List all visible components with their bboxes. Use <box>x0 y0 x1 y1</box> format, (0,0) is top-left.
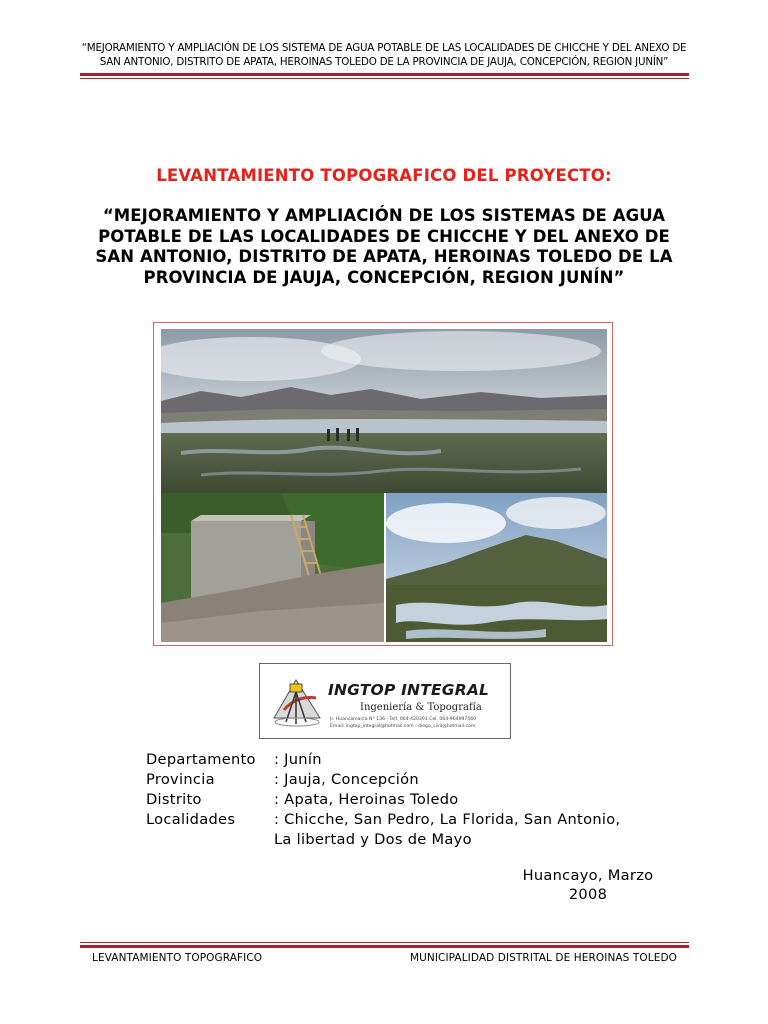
logo-subtitle: Ingeniería & Topografía <box>360 702 482 713</box>
logo-title: INGTOP INTEGRAL <box>328 681 490 699</box>
wetland-photo <box>386 493 607 642</box>
water-tank-photo <box>161 493 384 642</box>
logo-contact-line: Email: ingtop_integral@hotmail.com · diego_civil@hotmail.com <box>330 724 476 729</box>
info-value-continued: La libertad y Dos de Mayo <box>274 831 472 848</box>
place: Huancayo, Marzo <box>522 867 654 884</box>
info-value: : Jauja, Concepción <box>274 771 419 788</box>
info-label: Provincia <box>146 771 215 788</box>
info-label: Departamento <box>146 751 256 768</box>
info-value: : Chicche, San Pedro, La Florida, San Antonio, <box>274 811 621 828</box>
photo-collage <box>153 322 613 646</box>
project-label: LEVANTAMIENTO TOPOGRAFICO DEL PROYECTO: <box>156 166 612 185</box>
company-logo <box>259 663 511 739</box>
footer-right: MUNICIPALIDAD DISTRITAL DE HEROINAS TOLEDO <box>409 952 677 964</box>
info-label: Localidades <box>146 811 236 828</box>
surveyor-logo-icon <box>266 670 328 732</box>
logo-contact <box>330 716 508 730</box>
place-date <box>508 866 668 904</box>
year: 2008 <box>568 886 608 903</box>
footer-rule-thick <box>80 945 689 948</box>
lagoon-photo <box>161 329 607 493</box>
footer-left: LEVANTAMIENTO TOPOGRAFICO <box>92 952 263 964</box>
info-value: : Junín <box>274 751 322 768</box>
info-label: Distrito <box>146 791 202 808</box>
info-value: : Apata, Heroinas Toledo <box>274 791 459 808</box>
running-header: “MEJORAMIENTO Y AMPLIACIÓN DE LOS SISTEMA DE AGUA POTABLE DE LAS LOCALIDADES DE CHICCHE Y DEL ANEXO DE SAN ANTONIO, DISTRITO DE APATA, HEROINAS TOLEDO DE LA PROVINCIA DE JAUJA, CONCEPCIÓN, REGION JUNÍN” <box>81 42 687 68</box>
footer-rule-thin <box>80 942 689 943</box>
header-rule-thick <box>80 73 689 76</box>
logo-contact-line: Jr. Huancamarca N° 136 · Telf. 064-420391 Cel. 064-964997560 <box>330 717 477 722</box>
header-rule-thin <box>80 78 689 79</box>
project-title: “MEJORAMIENTO Y AMPLIACIÓN DE LOS SISTEMAS DE AGUA POTABLE DE LAS LOCALIDADES DE CHICCHE Y DEL ANEXO DE SAN ANTONIO, DISTRITO DE APATA, HEROINAS TOLEDO DE LA PROVINCIA DE JAUJA, CONCEPCIÓN, REGION JUNÍN” <box>95 206 673 287</box>
